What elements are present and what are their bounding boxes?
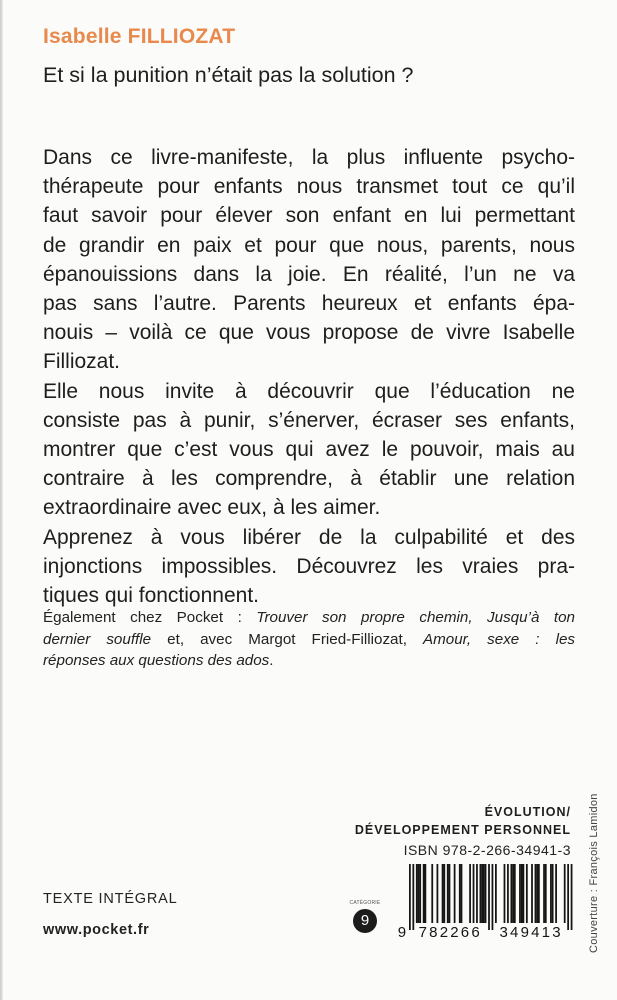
page-edge <box>0 0 3 1000</box>
blurb-line: épanouissions dans la joie. En réalité, l’un ne va <box>43 262 575 286</box>
svg-text:349413: 349413 <box>499 924 563 941</box>
also-book-title: dernier souffle <box>43 630 152 648</box>
blurb-line: Filliozat. <box>43 350 121 374</box>
blurb-line: nouis – voilà ce que vous propose de vivre Isabelle <box>43 321 575 345</box>
genre-label <box>355 803 571 839</box>
blurb <box>43 143 575 610</box>
blurb-line: Apprenez à vous libérer de la culpabilité et des <box>43 525 575 549</box>
also-line-3 <box>43 650 575 672</box>
blurb-line: extraordinaire avec eux, à les aimer. <box>43 496 381 520</box>
barcode <box>397 864 577 944</box>
category-badge-number: 9 <box>353 909 377 933</box>
isbn-text: ISBN 978-2-266-34941-3 <box>403 842 571 858</box>
svg-text:782266: 782266 <box>418 924 482 941</box>
also-available-note <box>43 607 575 672</box>
blurb-line: pas sans l’autre. Parents heureux et enfants épa- <box>43 292 575 316</box>
also-book-titles: Trouver son propre chemin, Jusqu’à ton <box>256 609 575 626</box>
integral-text-label: TEXTE INTÉGRAL <box>43 891 178 907</box>
blurb-line: tiques qui fonctionnent. <box>43 584 259 608</box>
also-suffix: . <box>269 652 274 669</box>
cover-credit: Couverture : François Lamidon <box>588 793 600 953</box>
svg-text:9: 9 <box>397 924 409 941</box>
also-book-title: Amour, sexe : les <box>422 630 575 648</box>
blurb-line: faut savoir pour élever son enfant en lui permettant <box>43 204 575 228</box>
blurb-line: de grandir en paix et pour que nous, parents, nous <box>43 233 575 257</box>
blurb-line: Dans ce livre-manifeste, la plus influente psycho- <box>43 146 575 169</box>
barcode-icon <box>397 864 577 944</box>
book-title: Et si la punition n’était pas la solution ? <box>43 63 414 87</box>
genre-line-1: ÉVOLUTION/ <box>484 805 571 819</box>
genre-line-2: DÉVELOPPEMENT PERSONNEL <box>354 823 571 837</box>
also-book-title: réponses aux questions des ados <box>43 652 270 669</box>
blurb-line: montrer que c’est vous qui avez le pouvoir, mais au <box>43 438 575 462</box>
also-line-2 <box>43 629 575 651</box>
publisher-website: www.pocket.fr <box>43 922 150 938</box>
also-prefix: Également chez Pocket : <box>43 609 257 626</box>
blurb-line: consiste pas à punir, s’énerver, écraser ses enfants, <box>43 408 575 432</box>
also-coauthor: et, avec Margot Fried-Filliozat, <box>151 630 423 648</box>
category-badge <box>349 900 381 933</box>
also-line-1 <box>43 607 575 629</box>
blurb-line: injonctions impossibles. Découvrez les vraies pra- <box>43 554 575 578</box>
blurb-line: contraire à les comprendre, à établir une relation <box>43 467 575 491</box>
category-badge-label: CATÉGORIE <box>349 900 381 906</box>
blurb-line: Elle nous invite à découvrir que l’éducation ne <box>43 379 575 403</box>
blurb-line: thérapeute pour enfants nous transmet tout ce qu’il <box>43 175 575 199</box>
author-name: Isabelle FILLIOZAT <box>43 25 236 48</box>
